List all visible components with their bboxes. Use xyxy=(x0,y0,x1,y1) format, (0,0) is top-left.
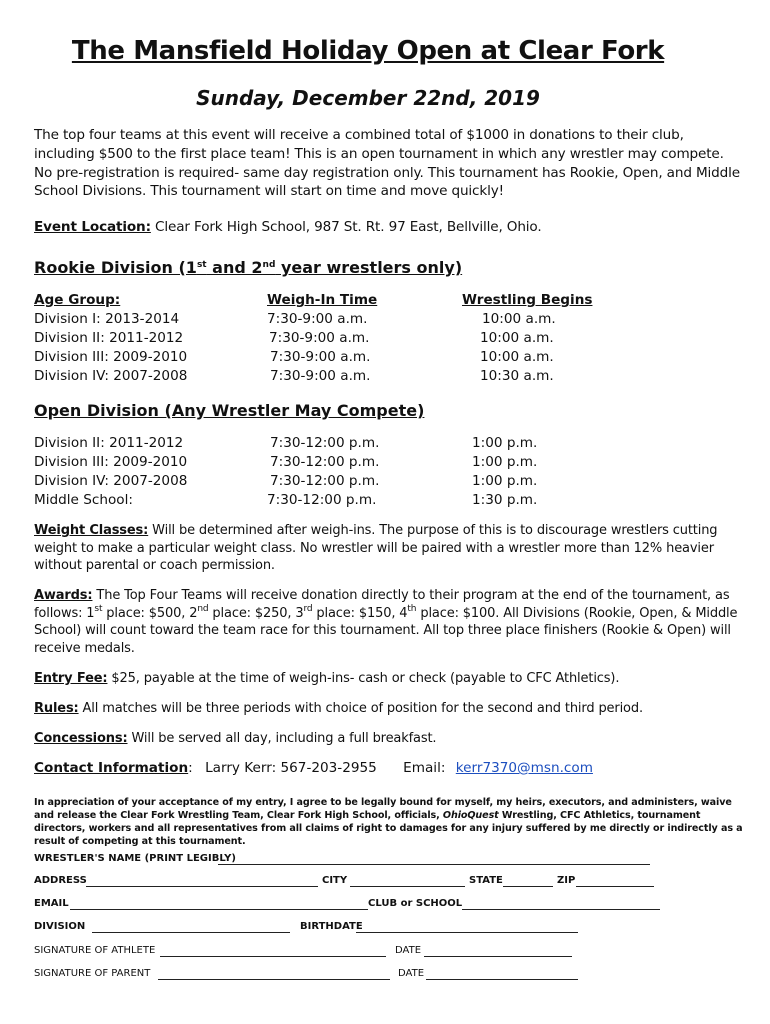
city-label: CITY xyxy=(322,875,348,886)
concessions-text: Will be served all day, including a full breakfast. xyxy=(127,731,437,746)
club-label: CLUB or SCHOOL xyxy=(368,898,463,909)
email-field[interactable] xyxy=(70,909,368,910)
weight-classes-text: Will be determined after weigh-ins. The purpose of this is to discourage wrestlers cutting weight to make a particular weight class. No wrestler will be paired with a wrestler more than 12% heavier without parental or coach permission. xyxy=(34,523,718,574)
table-row xyxy=(34,368,754,387)
table-row xyxy=(34,454,754,473)
birthdate-label: BIRTHDATE xyxy=(300,921,363,932)
col-age-group: Age Group: xyxy=(34,292,121,308)
rules-text: All matches will be three periods with choice of position for the second and third period. xyxy=(78,701,643,716)
col-wrestling-begins: Wrestling Begins xyxy=(462,292,593,308)
event-location-label: Event Location: xyxy=(34,219,151,235)
parent-date-field[interactable] xyxy=(426,979,578,980)
table-row xyxy=(34,435,754,454)
zip-field[interactable] xyxy=(576,886,654,887)
rookie-table-header xyxy=(34,292,754,311)
waiver-text: In appreciation of your acceptance of my entry, I agree to be legally bound for myself, my heirs, executors, and administers, waive and release the Clear Fork Wrestling Team, Clear Fork High School, officials, OhioQuest Wrestling, CFC Athletics, tournament directors, workers and all representatives from all claims of right to damages for any injury suffered by me directly or indirectly as a result of competing at this tournament. xyxy=(34,797,743,847)
row-division: Middle School: xyxy=(34,492,133,508)
row-begins: 10:30 a.m. xyxy=(480,368,554,384)
parent-signature-line xyxy=(34,968,744,982)
awards-paragraph: Awards: The Top Four Teams will receive donation directly to their program at the end of the tournament, as follows: 1st place: $500, 2nd place: $250, 3rd place: $150, 4th place: $100. All Divisions (Rookie, Open, & Middle School) will count toward the team race for this tournament. All top three place finishers (Rookie & Open) will receive medals. xyxy=(34,588,738,656)
row-division: Division I: 2013-2014 xyxy=(34,311,180,327)
page-title: The Mansfield Holiday Open at Clear Fork xyxy=(71,36,665,66)
state-label: STATE xyxy=(469,875,503,886)
birthdate-field[interactable] xyxy=(356,932,578,933)
contact-name-phone: Larry Kerr: 567-203-2955 xyxy=(205,760,377,776)
contact-email-label: Email: xyxy=(403,760,446,776)
wrestler-name-line xyxy=(34,853,744,867)
row-begins: 10:00 a.m. xyxy=(482,311,556,327)
row-begins: 1:30 p.m. xyxy=(472,492,538,508)
row-weigh-in: 7:30-12:00 p.m. xyxy=(267,492,377,508)
address-field[interactable] xyxy=(86,886,318,887)
row-weigh-in: 7:30-9:00 a.m. xyxy=(267,311,368,327)
table-row xyxy=(34,492,754,511)
athlete-signature-field[interactable] xyxy=(160,956,386,957)
open-division-heading: Open Division (Any Wrestler May Compete) xyxy=(34,401,425,420)
wrestler-name-field[interactable] xyxy=(218,864,650,865)
intro-paragraph: The top four teams at this event will receive a combined total of $1000 in donations to their club, including $500 to the first place team! This is an open tournament in which any wrestler may compete. No pre-registration is required- same day registration only. This tournament has Rookie, Open, and Middle School Divisions. This tournament will start on time and move quickly! xyxy=(34,127,740,200)
event-location-text: Clear Fork High School, 987 St. Rt. 97 East, Bellville, Ohio. xyxy=(155,219,542,235)
entry-fee-label: Entry Fee: xyxy=(34,671,108,686)
parent-signature-label: SIGNATURE OF PARENT xyxy=(34,968,151,979)
row-begins: 10:00 a.m. xyxy=(480,330,554,346)
row-weigh-in: 7:30-12:00 p.m. xyxy=(270,473,380,489)
email-line xyxy=(34,898,744,912)
col-weigh-in: Weigh-In Time xyxy=(267,292,378,308)
zip-label: ZIP xyxy=(557,875,576,886)
event-date: Sunday, December 22nd, 2019 xyxy=(196,86,540,110)
table-row xyxy=(34,473,754,492)
weight-classes-paragraph xyxy=(34,522,740,575)
table-row xyxy=(34,330,754,349)
row-weigh-in: 7:30-9:00 a.m. xyxy=(269,330,370,346)
athlete-signature-label: SIGNATURE OF ATHLETE xyxy=(34,945,156,956)
row-begins: 10:00 a.m. xyxy=(480,349,554,365)
row-begins: 1:00 p.m. xyxy=(472,435,538,451)
row-weigh-in: 7:30-9:00 a.m. xyxy=(270,368,371,384)
email-label: EMAIL xyxy=(34,898,69,909)
contact-information: Contact Information: Larry Kerr: 567-203-2955 Email: kerr7370@msn.com xyxy=(34,760,593,776)
athlete-signature-line xyxy=(34,945,744,959)
row-weigh-in: 7:30-12:00 p.m. xyxy=(270,454,380,470)
city-field[interactable] xyxy=(350,886,465,887)
row-weigh-in: 7:30-9:00 a.m. xyxy=(270,349,371,365)
address-line xyxy=(34,875,744,889)
row-division: Division IV: 2007-2008 xyxy=(34,473,188,489)
concessions-label: Concessions: xyxy=(34,731,128,746)
rules-label: Rules: xyxy=(34,701,79,716)
rookie-division-heading: Rookie Division (1st and 2nd year wrestlers only) xyxy=(34,258,463,277)
table-row xyxy=(34,349,754,368)
concessions-paragraph xyxy=(34,730,740,748)
rules-paragraph xyxy=(34,700,740,718)
club-field[interactable] xyxy=(462,909,660,910)
row-division: Division III: 2009-2010 xyxy=(34,349,188,365)
row-begins: 1:00 p.m. xyxy=(472,473,538,489)
row-division: Division II: 2011-2012 xyxy=(34,330,184,346)
contact-label: Contact Information xyxy=(34,760,189,776)
row-weigh-in: 7:30-12:00 p.m. xyxy=(270,435,380,451)
row-begins: 1:00 p.m. xyxy=(472,454,538,470)
table-row xyxy=(34,311,754,330)
athlete-date-label: DATE xyxy=(395,945,422,956)
athlete-date-field[interactable] xyxy=(424,956,572,957)
division-label: DIVISION xyxy=(34,921,86,932)
row-division: Division III: 2009-2010 xyxy=(34,454,188,470)
row-division: Division II: 2011-2012 xyxy=(34,435,184,451)
state-field[interactable] xyxy=(503,886,553,887)
parent-signature-field[interactable] xyxy=(158,979,390,980)
parent-date-label: DATE xyxy=(398,968,425,979)
division-field[interactable] xyxy=(92,932,290,933)
contact-email-link[interactable]: kerr7370@msn.com xyxy=(455,760,593,776)
entry-fee-text: $25, payable at the time of weigh-ins- cash or check (payable to CFC Athletics). xyxy=(107,671,620,686)
event-location xyxy=(34,218,740,237)
row-division: Division IV: 2007-2008 xyxy=(34,368,188,384)
awards-label: Awards: xyxy=(34,588,93,603)
wrestler-name-label: WRESTLER'S NAME (PRINT LEGIBLY) xyxy=(34,853,236,864)
entry-fee-paragraph xyxy=(34,670,740,688)
weight-classes-label: Weight Classes: xyxy=(34,523,149,538)
division-line xyxy=(34,921,744,935)
address-label: ADDRESS xyxy=(34,875,87,886)
